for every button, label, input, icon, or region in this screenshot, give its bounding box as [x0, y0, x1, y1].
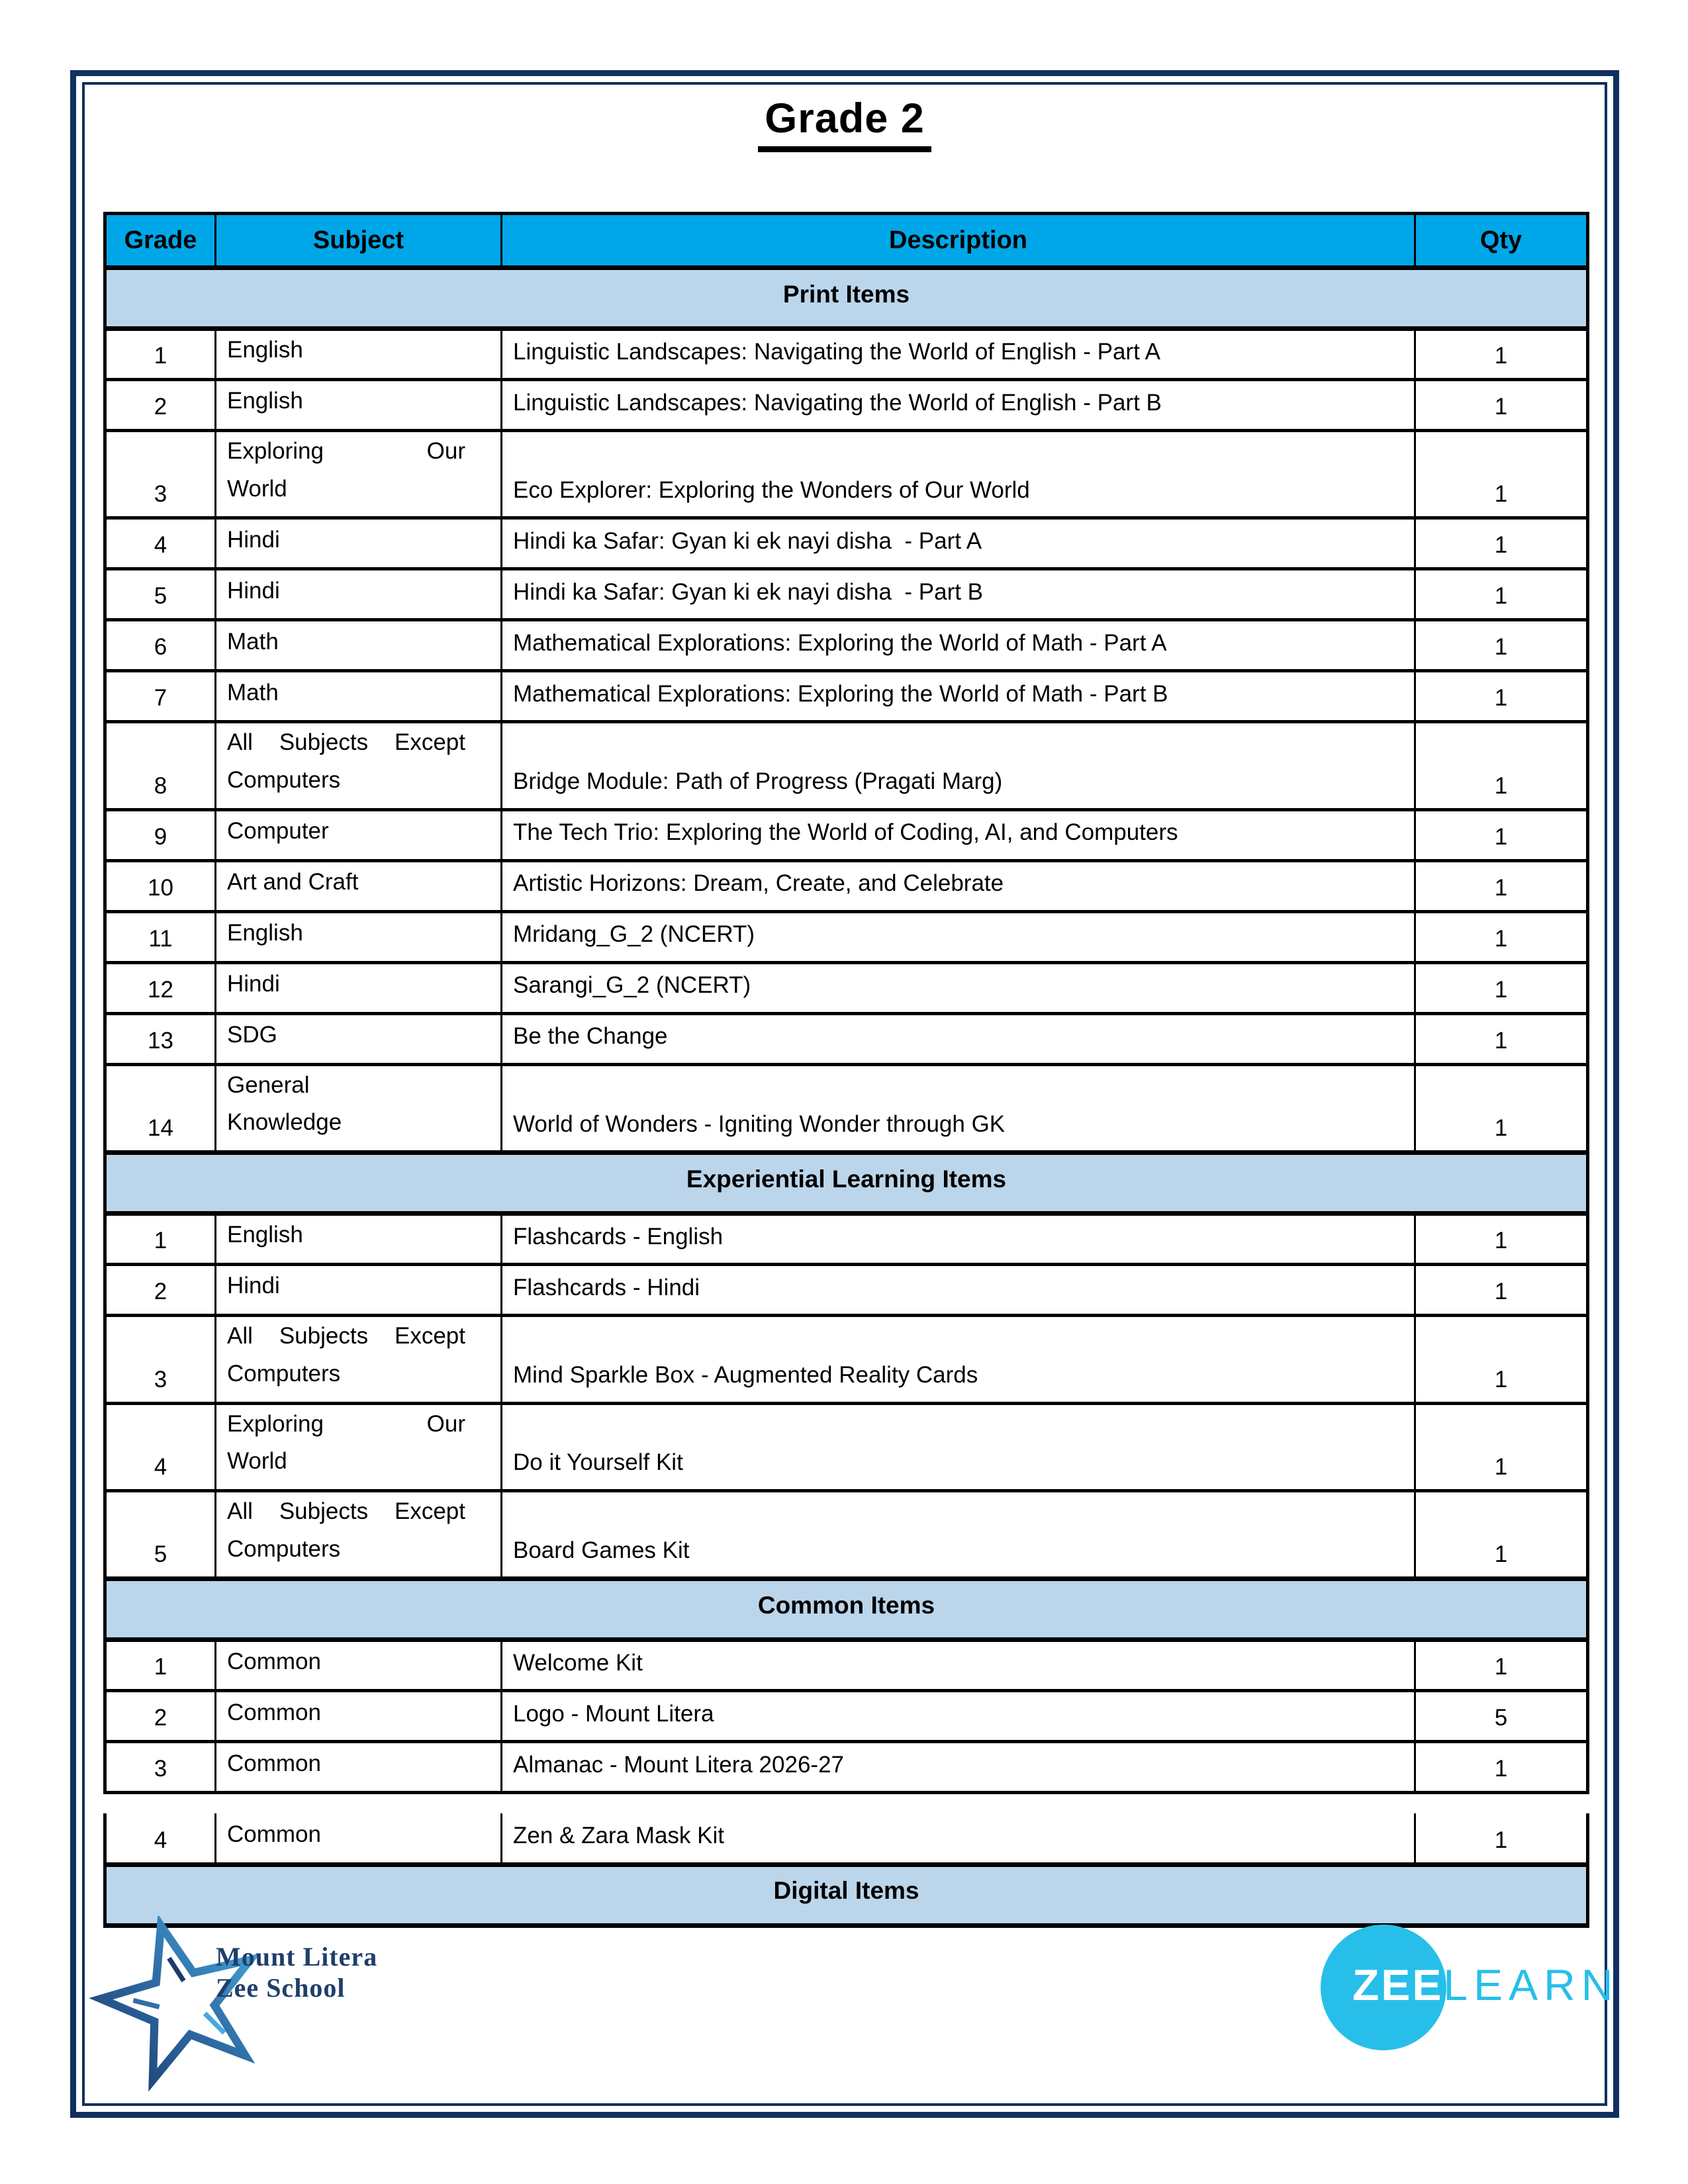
qty-cell: 1 [1415, 431, 1588, 518]
page-title-text: Grade 2 [758, 93, 931, 152]
subject-cell: Hindi [216, 962, 502, 1013]
qty-cell: 1 [1415, 809, 1588, 860]
header-row [105, 214, 1588, 268]
grade-cell: 4 [105, 518, 216, 569]
table-row [105, 1064, 1588, 1152]
description-cell: Flashcards - English [502, 1214, 1415, 1265]
qty-cell: 1 [1415, 620, 1588, 671]
grade-cell: 1 [105, 1214, 216, 1265]
description-cell: Artistic Horizons: Dream, Create, and Celebrate [502, 860, 1415, 911]
section-header: Digital Items [105, 1864, 1588, 1925]
description-cell: Mridang_G_2 (NCERT) [502, 911, 1415, 962]
subject-cell: All Subjects Except Computers [216, 1316, 502, 1403]
zeelearn-zee-text: ZEE [1352, 1960, 1444, 2009]
table-row [105, 860, 1588, 911]
zeelearn-learn-text: LEARN [1443, 1960, 1619, 2009]
table-row [105, 671, 1588, 722]
booklist-table-fragment [103, 1813, 1589, 1928]
description-cell: Mathematical Explorations: Exploring the World of Math - Part A [502, 620, 1415, 671]
description-cell: Hindi ka Safar: Gyan ki ek nayi disha - Part A [502, 518, 1415, 569]
subject-cell: SDG [216, 1013, 502, 1064]
grade-cell: 3 [105, 431, 216, 518]
subject-cell: Computer [216, 809, 502, 860]
subject-cell: Common [216, 1691, 502, 1742]
grade-cell: 10 [105, 860, 216, 911]
zeelearn-logo-text [1352, 1960, 1619, 2009]
subject-cell: Math [216, 671, 502, 722]
grade-cell: 4 [105, 1813, 216, 1864]
qty-cell: 1 [1415, 1265, 1588, 1316]
qty-cell: 1 [1415, 962, 1588, 1013]
grade-cell: 13 [105, 1013, 216, 1064]
description-cell: Welcome Kit [502, 1640, 1415, 1691]
column-header-description: Description [502, 214, 1415, 268]
description-cell: Mind Sparkle Box - Augmented Reality Cards [502, 1316, 1415, 1403]
qty-cell: 5 [1415, 1691, 1588, 1742]
mount-litera-line2: Zee School [216, 1973, 346, 2003]
description-cell: The Tech Trio: Exploring the World of Coding, AI, and Computers [502, 809, 1415, 860]
grade-cell: 2 [105, 1265, 216, 1316]
description-cell: Eco Explorer: Exploring the Wonders of Our World [502, 431, 1415, 518]
qty-cell: 1 [1415, 911, 1588, 962]
table-row [105, 1490, 1588, 1578]
subject-cell: English [216, 380, 502, 431]
booklist-fragment-body [105, 1813, 1588, 1925]
description-cell: Do it Yourself Kit [502, 1403, 1415, 1490]
booklist-body [105, 268, 1588, 1793]
grade-cell: 2 [105, 380, 216, 431]
description-cell: Mathematical Explorations: Exploring the World of Math - Part B [502, 671, 1415, 722]
table-row [105, 620, 1588, 671]
subject-cell: English [216, 1214, 502, 1265]
qty-cell: 1 [1415, 380, 1588, 431]
description-cell: Board Games Kit [502, 1490, 1415, 1578]
table-row [105, 329, 1588, 380]
table-row [105, 380, 1588, 431]
section-header: Experiential Learning Items [105, 1153, 1588, 1214]
description-cell: Flashcards - Hindi [502, 1265, 1415, 1316]
grade-cell: 11 [105, 911, 216, 962]
table-row [105, 722, 1588, 809]
grade-cell: 1 [105, 1640, 216, 1691]
subject-cell: Math [216, 620, 502, 671]
table-row [105, 1265, 1588, 1316]
subject-cell: Common [216, 1640, 502, 1691]
table-row [105, 1640, 1588, 1691]
description-cell: Linguistic Landscapes: Navigating the World of English - Part A [502, 329, 1415, 380]
table-row [105, 1813, 1588, 1864]
description-cell: Bridge Module: Path of Progress (Pragati Marg) [502, 722, 1415, 809]
section-header: Common Items [105, 1579, 1588, 1640]
subject-cell: All Subjects Except Computers [216, 1490, 502, 1578]
qty-cell: 1 [1415, 329, 1588, 380]
grade-cell: 9 [105, 809, 216, 860]
subject-cell: Exploring Our World [216, 431, 502, 518]
qty-cell: 1 [1415, 671, 1588, 722]
qty-cell: 1 [1415, 1640, 1588, 1691]
table-row [105, 1691, 1588, 1742]
grade-cell: 7 [105, 671, 216, 722]
grade-cell: 1 [105, 329, 216, 380]
table-row [105, 518, 1588, 569]
qty-cell: 1 [1415, 1214, 1588, 1265]
subject-cell: Hindi [216, 569, 502, 620]
section-header-row [105, 1579, 1588, 1640]
table-row [105, 962, 1588, 1013]
table-row [105, 809, 1588, 860]
column-header-qty: Qty [1415, 214, 1588, 268]
description-cell: World of Wonders - Igniting Wonder through GK [502, 1064, 1415, 1152]
grade-cell: 3 [105, 1316, 216, 1403]
subject-cell: Common [216, 1813, 502, 1864]
grade-cell: 6 [105, 620, 216, 671]
grade-cell: 4 [105, 1403, 216, 1490]
description-cell: Linguistic Landscapes: Navigating the World of English - Part B [502, 380, 1415, 431]
subject-cell: All Subjects Except Computers [216, 722, 502, 809]
column-header-subject: Subject [216, 214, 502, 268]
qty-cell: 1 [1415, 569, 1588, 620]
subject-cell: General Knowledge [216, 1064, 502, 1152]
subject-cell: English [216, 911, 502, 962]
description-cell: Hindi ka Safar: Gyan ki ek nayi disha - Part B [502, 569, 1415, 620]
grade-cell: 8 [105, 722, 216, 809]
qty-cell: 1 [1415, 1013, 1588, 1064]
zeelearn-logo [1321, 1925, 1619, 2050]
grade-cell: 2 [105, 1691, 216, 1742]
description-cell: Be the Change [502, 1013, 1415, 1064]
description-cell: Logo - Mount Litera [502, 1691, 1415, 1742]
table-row [105, 1013, 1588, 1064]
qty-cell: 1 [1415, 1316, 1588, 1403]
subject-cell: Hindi [216, 1265, 502, 1316]
section-header-row [105, 1153, 1588, 1214]
table-row [105, 1316, 1588, 1403]
grade-cell: 5 [105, 569, 216, 620]
mount-litera-logo-text [216, 1941, 377, 2003]
page-title [103, 93, 1586, 152]
subject-cell: Common [216, 1742, 502, 1793]
grade-cell: 12 [105, 962, 216, 1013]
description-cell: Zen & Zara Mask Kit [502, 1813, 1415, 1864]
mount-litera-line1: Mount Litera [216, 1942, 378, 1972]
qty-cell: 1 [1415, 1490, 1588, 1578]
grade-cell: 5 [105, 1490, 216, 1578]
grade-cell: 14 [105, 1064, 216, 1152]
qty-cell: 1 [1415, 722, 1588, 809]
qty-cell: 1 [1415, 1064, 1588, 1152]
qty-cell: 1 [1415, 1403, 1588, 1490]
table-row [105, 431, 1588, 518]
booklist-header [105, 214, 1588, 268]
mount-litera-logo [86, 1916, 430, 2095]
section-header: Print Items [105, 268, 1588, 329]
subject-cell: Art and Craft [216, 860, 502, 911]
table-row [105, 911, 1588, 962]
grade-cell: 3 [105, 1742, 216, 1793]
column-header-grade: Grade [105, 214, 216, 268]
table-row [105, 1742, 1588, 1793]
booklist-table [103, 212, 1589, 1794]
qty-cell: 1 [1415, 518, 1588, 569]
subject-cell: Exploring Our World [216, 1403, 502, 1490]
section-header-row [105, 268, 1588, 329]
description-cell: Almanac - Mount Litera 2026-27 [502, 1742, 1415, 1793]
table-row [105, 569, 1588, 620]
subject-cell: English [216, 329, 502, 380]
qty-cell: 1 [1415, 1742, 1588, 1793]
table-row [105, 1214, 1588, 1265]
qty-cell: 1 [1415, 1813, 1588, 1864]
description-cell: Sarangi_G_2 (NCERT) [502, 962, 1415, 1013]
qty-cell: 1 [1415, 860, 1588, 911]
table-row [105, 1403, 1588, 1490]
subject-cell: Hindi [216, 518, 502, 569]
